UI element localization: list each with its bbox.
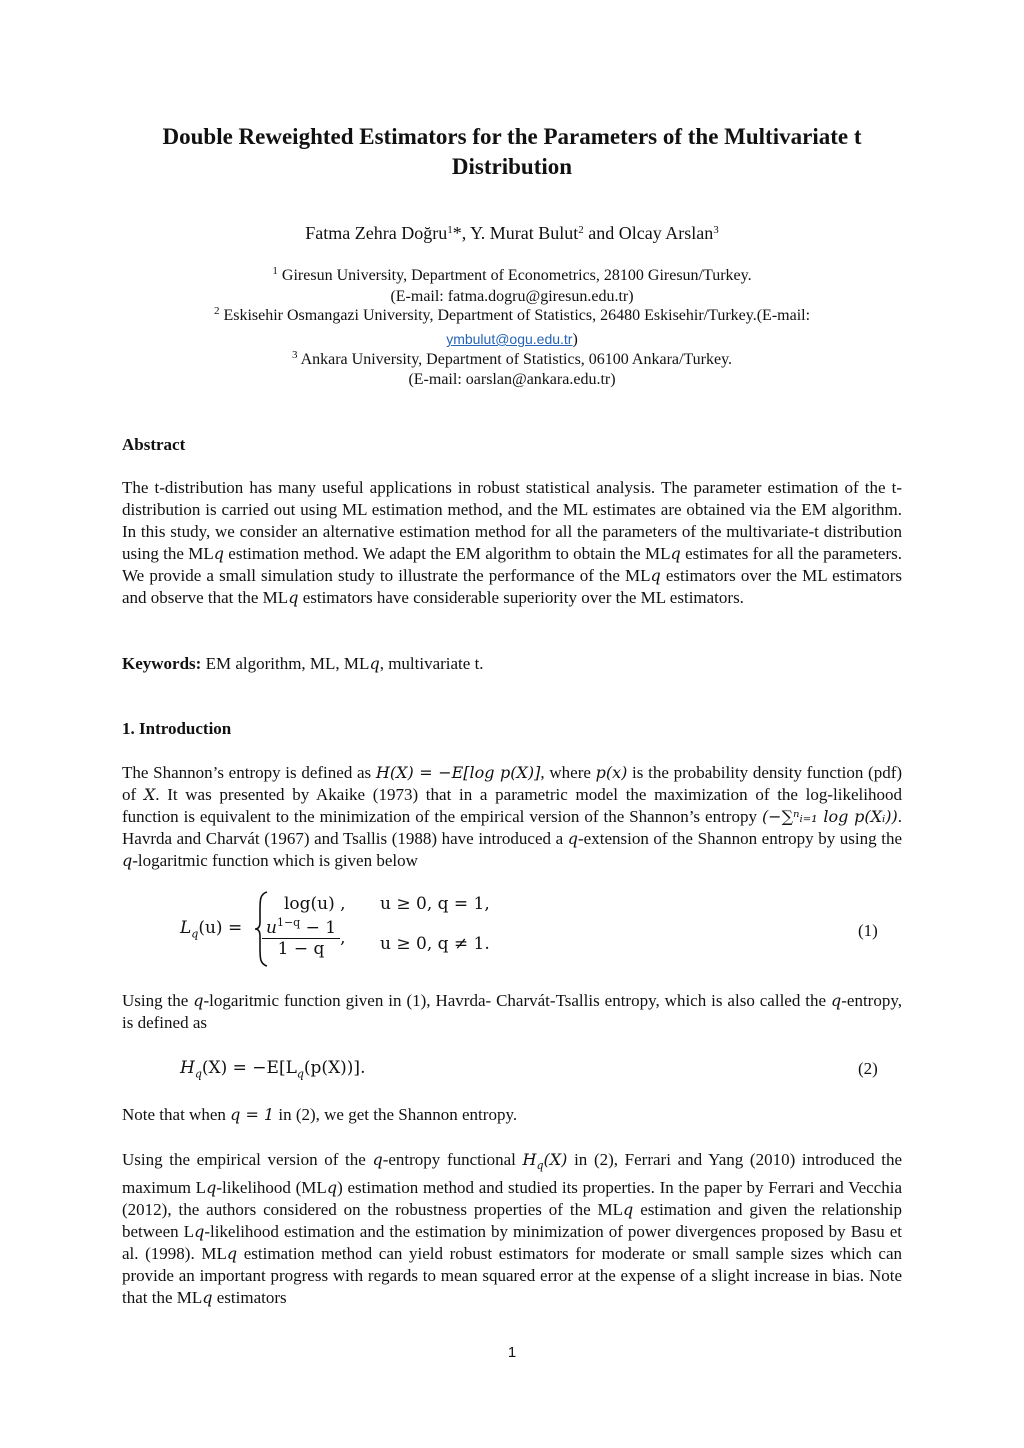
equation-1-condition-2: u ≥ 0, q ≠ 1. — [380, 934, 490, 954]
section-heading-introduction: 1. Introduction — [122, 719, 232, 738]
author-1: Fatma Zehra Doğru — [305, 223, 448, 243]
equation-1-number: (1) — [858, 921, 878, 940]
equation-2-number: (2) — [858, 1059, 878, 1078]
affiliation-3-email: (E-mail: oarslan@ankara.edu.tr) — [408, 371, 616, 388]
keywords: Keywords: EM algorithm, ML, MLq, multivariate t. — [122, 654, 484, 673]
paper-title — [122, 122, 902, 182]
paragraph-mlq: Using the empirical version of the q-entropy functional $H_q(X)$ in (2), Ferrari and Yang (2010) introduced the maximum Lq-likelihood (MLq) estimation method and studied its properties. In the paper by Ferrari and Vecchia (2012), the authors considered on the robustness properties of the MLq estimation and given the relationship between Lq-likelihood estimation and the estimation by minimization of power divergences proposed by Basu et al. (1998). MLq estimation method can yield robust estimators for moderate or small sample sizes which can provide an important progress with regards to mean squared error at the expense of a slight increase in bias. Note that the MLq estimators — [122, 1150, 903, 1308]
author-2: Y. Murat Bulut — [470, 223, 579, 243]
paragraph-note: Note that when q = 1 in (2), we get the Shannon entropy. — [122, 1105, 518, 1124]
equation-1-lhs: $L_q(u)$ = — [180, 918, 243, 941]
abstract-heading: Abstract — [122, 435, 186, 454]
equation-2: $H_q(X) = -E[L_q(p(X))]$. — [180, 1058, 366, 1081]
equation-1-case-1: log(u) , — [284, 894, 346, 914]
author-3: Olcay Arslan — [618, 223, 714, 243]
page-number: 1 — [507, 1344, 517, 1361]
paragraph-q-entropy: Using the q-logaritmic function given in (1), Havrda- Charvát-Tsallis entropy, which is also called the q-entropy, is defined as — [122, 991, 902, 1032]
email-link[interactable]: ymbulut@ogu.edu.tr — [446, 331, 573, 347]
affiliation-1-email: (E-mail: fatma.dogru@giresun.edu.tr) — [390, 288, 634, 305]
equation-1-condition-1: u ≥ 0, q = 1, — [380, 894, 490, 914]
affiliation-1: $^1$ Giresun University, Department of Econometrics, 28100 Giresun/Turkey. — [272, 265, 752, 284]
keywords-label: Keywords: — [122, 654, 202, 673]
author-list: Fatma Zehra Doğru$^1$*, Y. Murat Bulut$^2$ and Olcay Arslan$^3$ — [305, 223, 719, 243]
equation-1-case-2: $\frac{u^{1-q} - 1}{1 - q}$ , — [262, 918, 346, 959]
title-line-1: Double Reweighted Estimators for the Parameters of the Multivariate t — [162, 124, 862, 149]
affiliation-3: $^3$ Ankara University, Department of Statistics, 06100 Ankara/Turkey. — [291, 349, 733, 368]
abstract-text: The t-distribution has many useful applications in robust statistical analysis. The parameter estimation of the t-distribution is carried out using ML estimation method, and the ML estimates are obtained via the EM algorithm. In this study, we consider an alternative estimation method for all the parameters of the multivariate-t distribution using the MLq estimation method. We adapt the EM algorithm to obtain the MLq estimates for all the parameters. We provide a small simulation study to illustrate the performance of the MLq estimators over the ML estimators and observe that the MLq estimators have considerable superiority over the ML estimators. — [122, 478, 903, 607]
intro-paragraph: The Shannon’s entropy is defined as H(X) = −E[log p(X)], where p(x) is the probability density function (pdf) of X. It was presented by Akaike (1973) that in a parametric model the maximization of the log-likelihood function is equivalent to the minimization of the empirical version of the Shannon’s entropy (−∑ⁿᵢ₌₁ log p(Xᵢ)). Havrda and Charvát (1967) and Tsallis (1988) have introduced a q-extension of the Shannon entropy by using the q-logaritmic function which is given below — [122, 763, 903, 870]
affiliation-2: $^2$ Eskisehir Osmangazi University, Department of Statistics, 26480 Eskisehir/Turkey.(E-mail: — [213, 305, 811, 324]
title-line-2: Distribution — [451, 154, 573, 179]
affiliation-2-email: ymbulut@ogu.edu.tr) — [446, 331, 578, 348]
